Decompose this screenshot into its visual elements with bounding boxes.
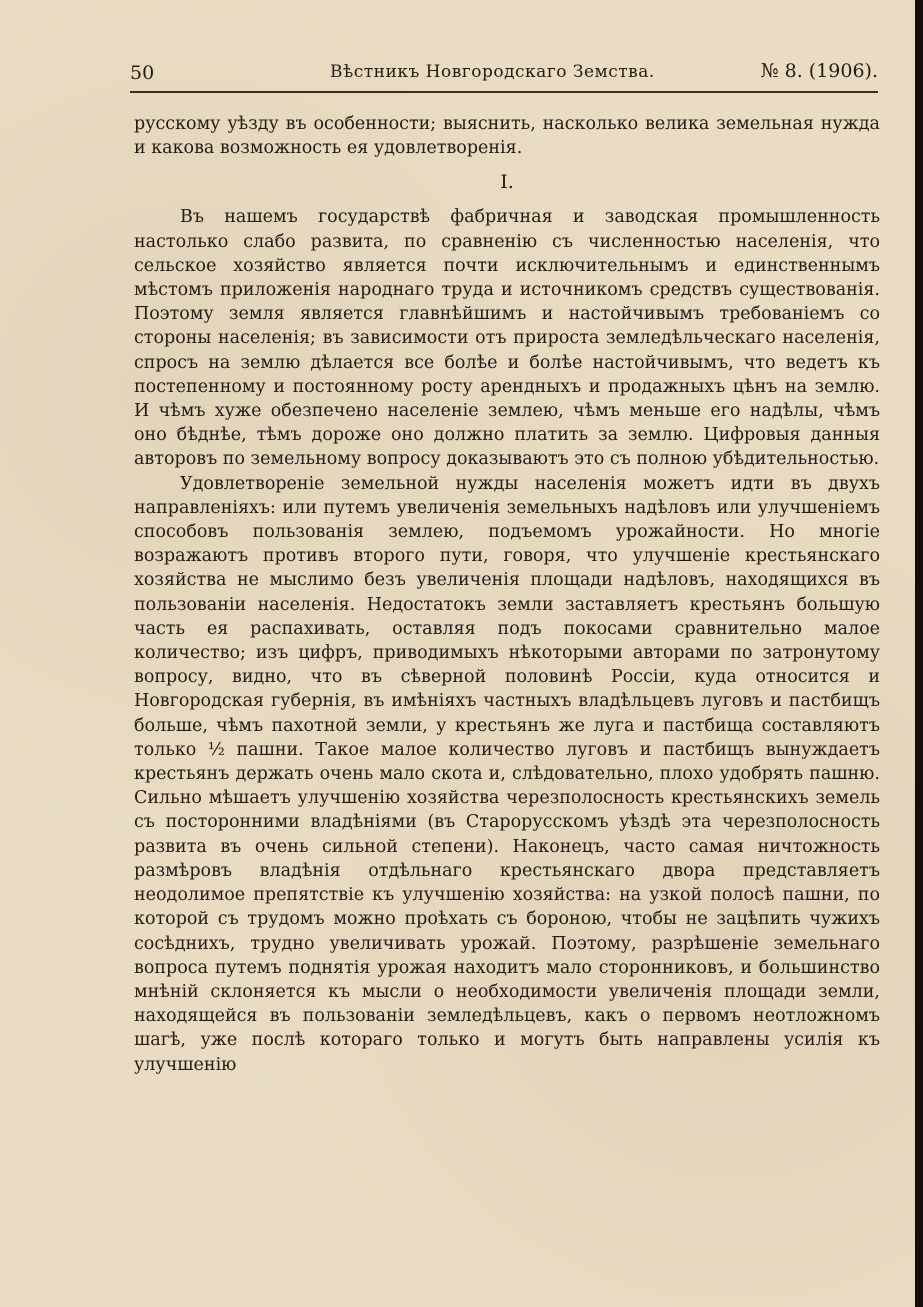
section-heading: I. (500, 171, 514, 194)
journal-title: Вѣстникъ Новгородскаго Земства. (330, 62, 655, 82)
page-number: 50 (130, 62, 155, 84)
page-header (130, 56, 878, 90)
page-edge-shadow (915, 0, 923, 1307)
paragraph-2: Удовлетвореніе земельной нужды населенія можетъ идти въ двухъ направленіяхъ: или путемъ увеличенія земельныхъ надѣловъ или улучшеніемъ способовъ пользованія землею, подъемомъ урожайности. Но многіе возражаютъ противъ второго пути, говоря, что улучшеніе крестьянскаго хозяйства не мыслимо безъ увеличенія площади надѣловъ, находящихся въ пользованіи населенія. Недостатокъ земли заставляетъ крестьянъ большую часть ея распахивать, оставляя подъ покосами сравнительно малое количество; изъ цифръ, приводимыхъ нѣкоторыми авторами по затронутому вопросу, видно, что въ сѣверной половинѣ Россіи, куда относится и Новгородская губернія, въ имѣніяхъ частныхъ владѣльцевъ луговъ и пастбищъ больше, чѣмъ пахотной земли, у крестьянъ же луга и пастбища составляютъ только ½ пашни. Такое малое количество луговъ и пастбищъ вынуждаетъ крестьянъ держать очень мало скота и, слѣдовательно, плохо удобрять пашню. Сильно мѣшаетъ улучшенію хозяйства черезполосность крестьянскихъ земель съ посторонними владѣніями (въ Старорусскомъ уѣздѣ эта черезполосность развита въ очень сильной степени). Наконецъ, часто самая ничтожность размѣровъ владѣнія отдѣльнаго крестьянскаго двора представляетъ неодолимое препятствіе къ улучшенію хозяйства: на узкой полосѣ пашни, по которой съ трудомъ можно проѣхать съ бороною, чтобы не зацѣпить чужихъ сосѣднихъ, трудно увеличивать урожай. Поэтому, разрѣшеніе земельнаго вопроса путемъ поднятія урожая находитъ мало сторонниковъ, и большинство мнѣній склоняется къ мысли о необходимости увеличенія площади земли, находящейся въ пользованіи земледѣльцевъ, какъ о первомъ неотложномъ шагѣ, уже послѣ котораго только и могутъ быть направлены усилія къ улучшенію (134, 473, 880, 1075)
issue-number: № 8. (1906). (760, 60, 878, 82)
continuation-paragraph: русскому уѣзду въ особенности; выяснить, насколько велика земельная нужда и какова возможность ея удовлетворенія. (134, 114, 880, 159)
article-body (134, 112, 880, 1077)
paragraph-1: Въ нашемъ государствѣ фабричная и заводская промышленность настолько слабо развита, по сравненію съ численностью населенія, что сельское хозяйство является почти исключительнымъ и единственнымъ мѣстомъ приложенія народнаго труда и источникомъ средствъ существованія. Поэтому земля является главнѣйшимъ и настойчивымъ требованіемъ со стороны населенія; въ зависимости отъ прироста земледѣльческаго населенія, спросъ на землю дѣлается все болѣе и болѣе настойчивымъ, что ведетъ къ постепенному и постоянному росту арендныхъ и продажныхъ цѣнъ на землю. И чѣмъ хуже обезпечено населеніе землею, чѣмъ меньше его надѣлы, чѣмъ оно бѣднѣе, тѣмъ дороже оно должно платить за землю. Цифровыя данныя авторовъ по земельному вопросу доказываютъ это съ полною убѣдительностью. (134, 207, 880, 470)
header-rule (130, 91, 878, 93)
